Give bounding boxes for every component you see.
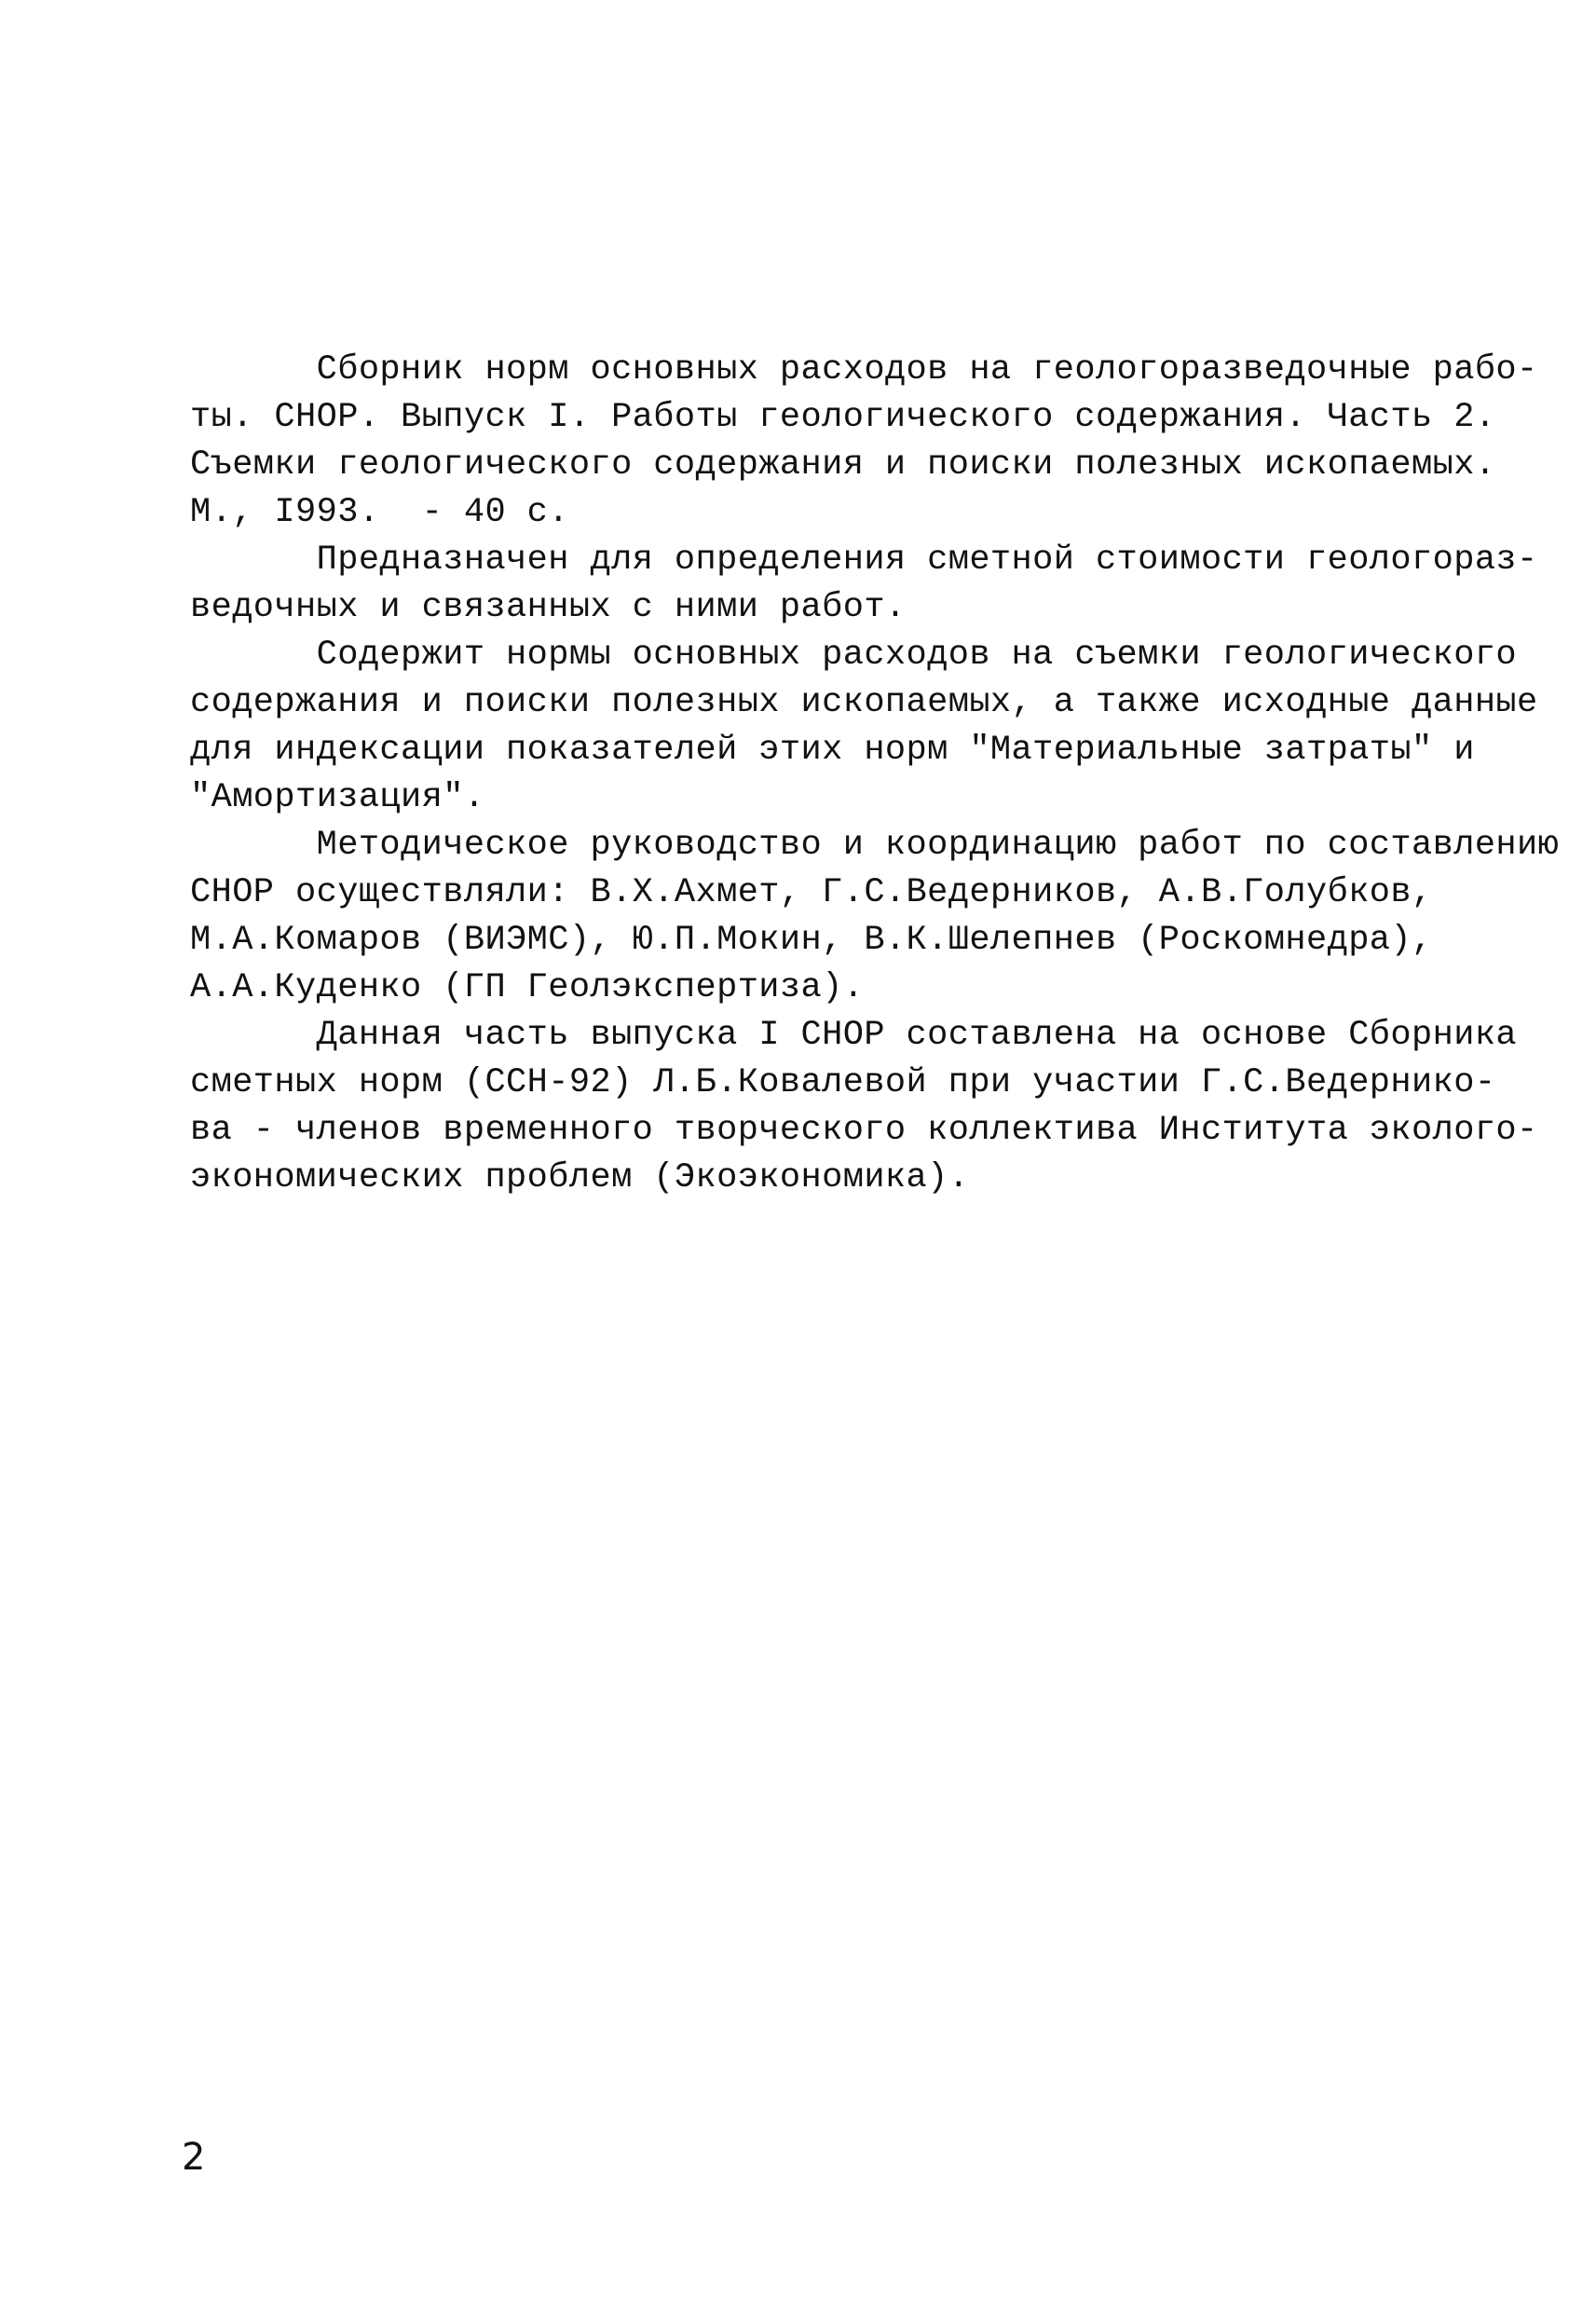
text-line: М.А.Комаров (ВИЭМС), Ю.П.Мокин, В.К.Шелепнев (Роскомнедра), — [190, 921, 1433, 960]
text-line: ты. СНОР. Выпуск I. Работы геологического содержания. Часть 2. — [190, 398, 1496, 437]
text-line: Методическое руководство и координацию работ по составлению — [190, 826, 1560, 865]
text-line: "Амортизация". — [190, 778, 485, 817]
text-line: ведочных и связанных с ними работ. — [190, 588, 907, 627]
text-line: А.А.Куденко (ГП Геолэкспертиза). — [190, 968, 865, 1007]
text-line: для индексации показателей этих норм "Материальные затраты" и — [190, 731, 1475, 770]
text-line: содержания и поиски полезных ископаемых, а также исходные данные — [190, 683, 1538, 722]
text-line: СНОР осуществляли: В.Х.Ахмет, Г.С.Ведерников, А.В.Голубков, — [190, 873, 1433, 912]
paragraph-authors — [190, 822, 1560, 1012]
text-line: Сборник норм основных расходов на геологоразведочные рабо- — [190, 350, 1538, 390]
paragraph-contents — [190, 632, 1538, 822]
page-number: 2 — [182, 2136, 206, 2179]
text-line: Содержит нормы основных расходов на съемки геологического — [190, 636, 1518, 675]
text-line: Предназначен для определения сметной стоимости геологораз- — [190, 540, 1538, 580]
text-line: Данная часть выпуска I СНОР составлена на основе Сборника — [190, 1016, 1518, 1055]
text-line: экономических проблем (Экоэкономика). — [190, 1158, 970, 1197]
body-text — [190, 347, 1560, 1202]
text-line: Съемки геологического содержания и поиски полезных ископаемых. — [190, 445, 1496, 485]
paragraph-source — [190, 1012, 1538, 1202]
text-line: сметных норм (ССН-92) Л.Б.Ковалевой при участии Г.С.Ведерникo- — [190, 1063, 1496, 1102]
text-line: ва - членов временного творческого коллектива Института эколого- — [190, 1111, 1538, 1150]
paragraph-purpose — [190, 537, 1538, 632]
text-line: М., I993. - 40 с. — [190, 493, 569, 532]
paragraph-bibliography — [190, 347, 1538, 537]
